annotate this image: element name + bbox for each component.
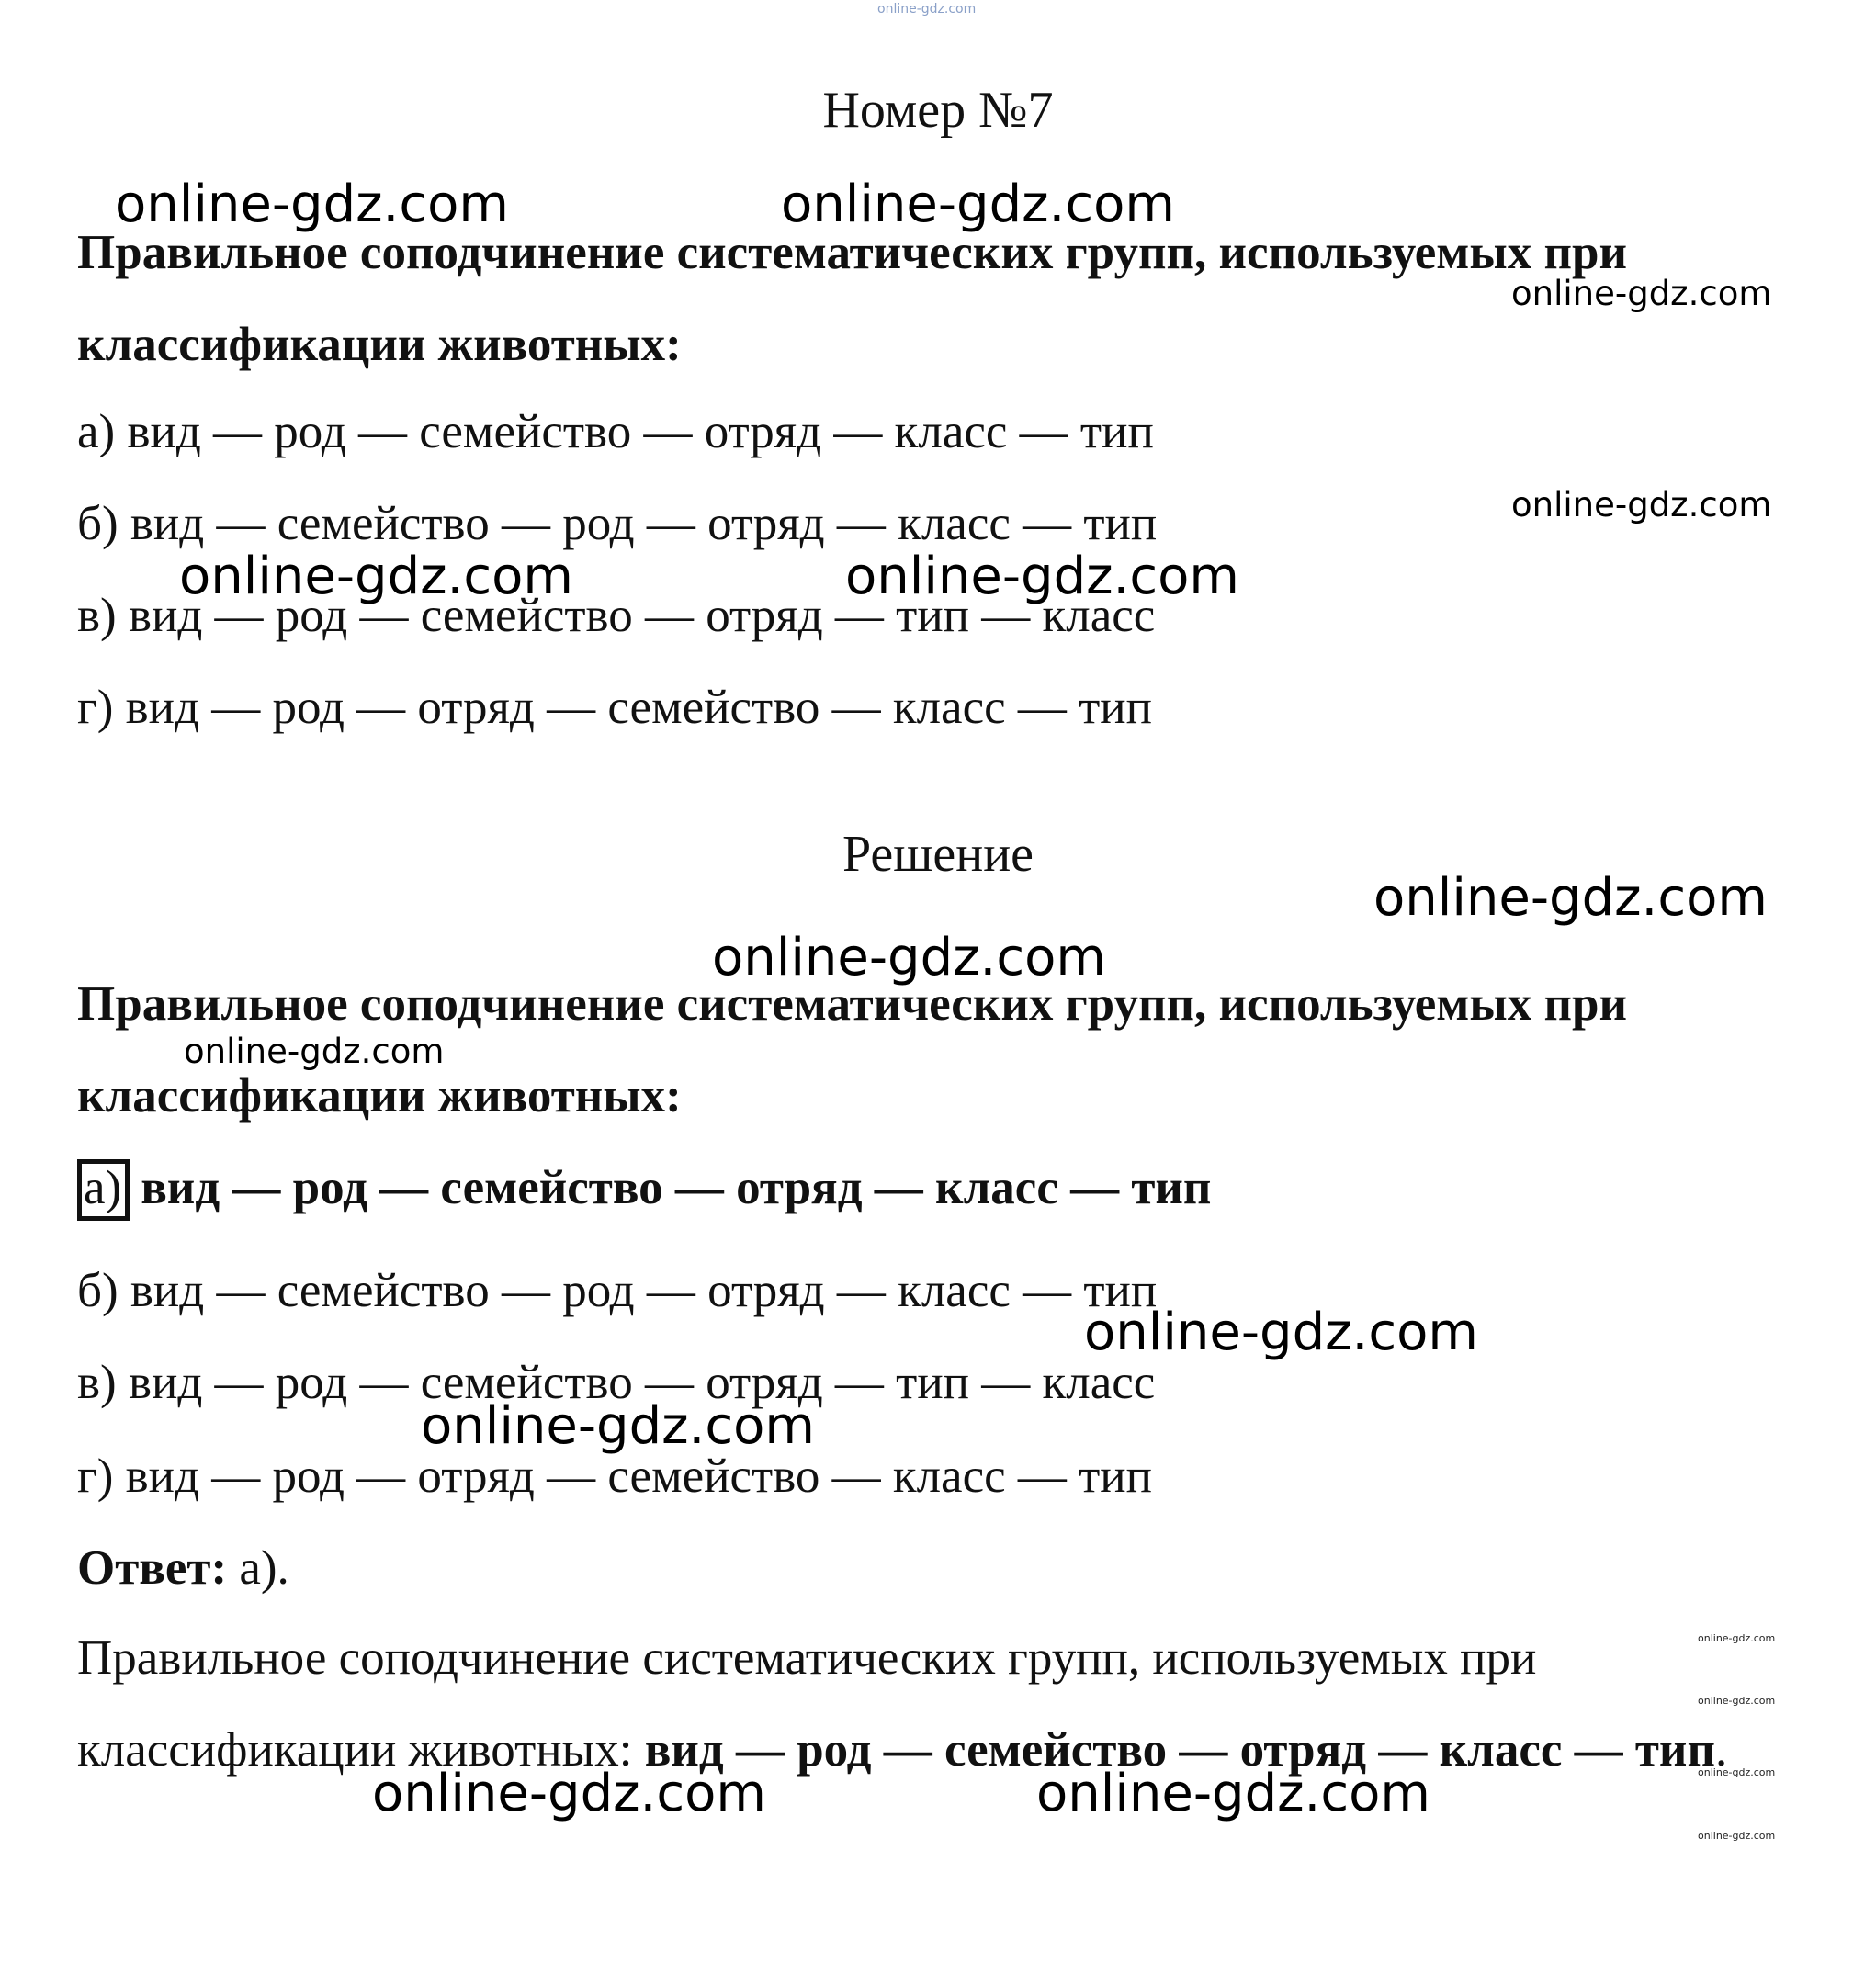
watermark: online-gdz.com bbox=[1698, 1632, 1776, 1644]
solution-option-b bbox=[77, 1263, 1157, 1318]
watermark: online-gdz.com bbox=[421, 1396, 815, 1456]
watermark: online-gdz.com bbox=[1036, 1764, 1430, 1823]
option-text: вид — род — семейство — отряд — тип — класс bbox=[128, 589, 1156, 642]
answer bbox=[77, 1540, 289, 1596]
option-a bbox=[77, 404, 1154, 459]
option-text: вид — род — отряд — семейство — класс — тип bbox=[125, 681, 1153, 734]
option-text: вид — род — семейство — отряд — тип — класс bbox=[128, 1356, 1156, 1409]
question-line-2: классификации животных: bbox=[77, 318, 682, 371]
option-d bbox=[77, 680, 1152, 735]
watermark: online-gdz.com bbox=[1373, 868, 1768, 928]
solution-option-c bbox=[77, 1355, 1155, 1410]
watermark: online-gdz.com bbox=[877, 2, 977, 17]
answer-label: Ответ: bbox=[77, 1541, 228, 1595]
option-text: вид — род — семейство — отряд — класс — тип bbox=[127, 405, 1154, 458]
explanation bbox=[77, 1612, 1823, 1796]
option-label: в) bbox=[77, 589, 117, 642]
option-text: вид — семейство — род — отряд — класс — тип bbox=[130, 497, 1158, 550]
watermark: online-gdz.com bbox=[1511, 274, 1772, 313]
option-label: а) bbox=[77, 405, 116, 458]
option-label: г) bbox=[77, 1450, 114, 1503]
answer-value: а). bbox=[239, 1541, 289, 1595]
watermark: online-gdz.com bbox=[712, 928, 1106, 987]
solution-question-line-1: Правильное соподчинение систематических групп, используемых при bbox=[77, 977, 1628, 1031]
question-line-1: Правильное соподчинение систематических групп, используемых при bbox=[77, 226, 1628, 279]
watermark: online-gdz.com bbox=[845, 547, 1239, 606]
watermark: online-gdz.com bbox=[184, 1032, 445, 1071]
explanation-suffix: . bbox=[1715, 1723, 1728, 1777]
watermark: online-gdz.com bbox=[1084, 1303, 1478, 1362]
watermark: online-gdz.com bbox=[372, 1764, 766, 1823]
watermark: online-gdz.com bbox=[1511, 485, 1772, 525]
page-title: Номер №7 bbox=[822, 82, 1054, 139]
option-b bbox=[77, 496, 1157, 551]
selected-option-a bbox=[77, 1159, 1211, 1221]
option-text: вид — род — отряд — семейство — класс — тип bbox=[125, 1450, 1153, 1503]
explanation-prefix: Правильное соподчинение систематических групп, используемых при классификации животных: bbox=[77, 1631, 1537, 1777]
option-label: б) bbox=[77, 1264, 119, 1317]
watermark: online-gdz.com bbox=[1698, 1766, 1776, 1778]
solution-question-line-2: классификации животных: bbox=[77, 1069, 682, 1123]
option-text: вид — семейство — род — отряд — класс — тип bbox=[130, 1264, 1158, 1317]
watermark: online-gdz.com bbox=[1698, 1830, 1776, 1842]
option-label: в) bbox=[77, 1356, 117, 1409]
option-label: б) bbox=[77, 497, 119, 550]
watermark: online-gdz.com bbox=[115, 175, 509, 234]
option-c bbox=[77, 588, 1155, 643]
question bbox=[77, 207, 1841, 390]
solution-question bbox=[77, 958, 1841, 1142]
watermark: online-gdz.com bbox=[781, 175, 1175, 234]
selected-option-text: вид — род — семейство — отряд — класс — тип bbox=[141, 1161, 1212, 1214]
solution-option-d bbox=[77, 1449, 1152, 1504]
option-label: г) bbox=[77, 681, 114, 734]
explanation-bold: вид — род — семейство — отряд — класс — тип bbox=[644, 1723, 1715, 1777]
selected-option-label: а) bbox=[77, 1159, 130, 1221]
watermark: online-gdz.com bbox=[1698, 1695, 1776, 1707]
solution-heading: Решение bbox=[842, 826, 1034, 883]
watermark: online-gdz.com bbox=[179, 547, 573, 606]
